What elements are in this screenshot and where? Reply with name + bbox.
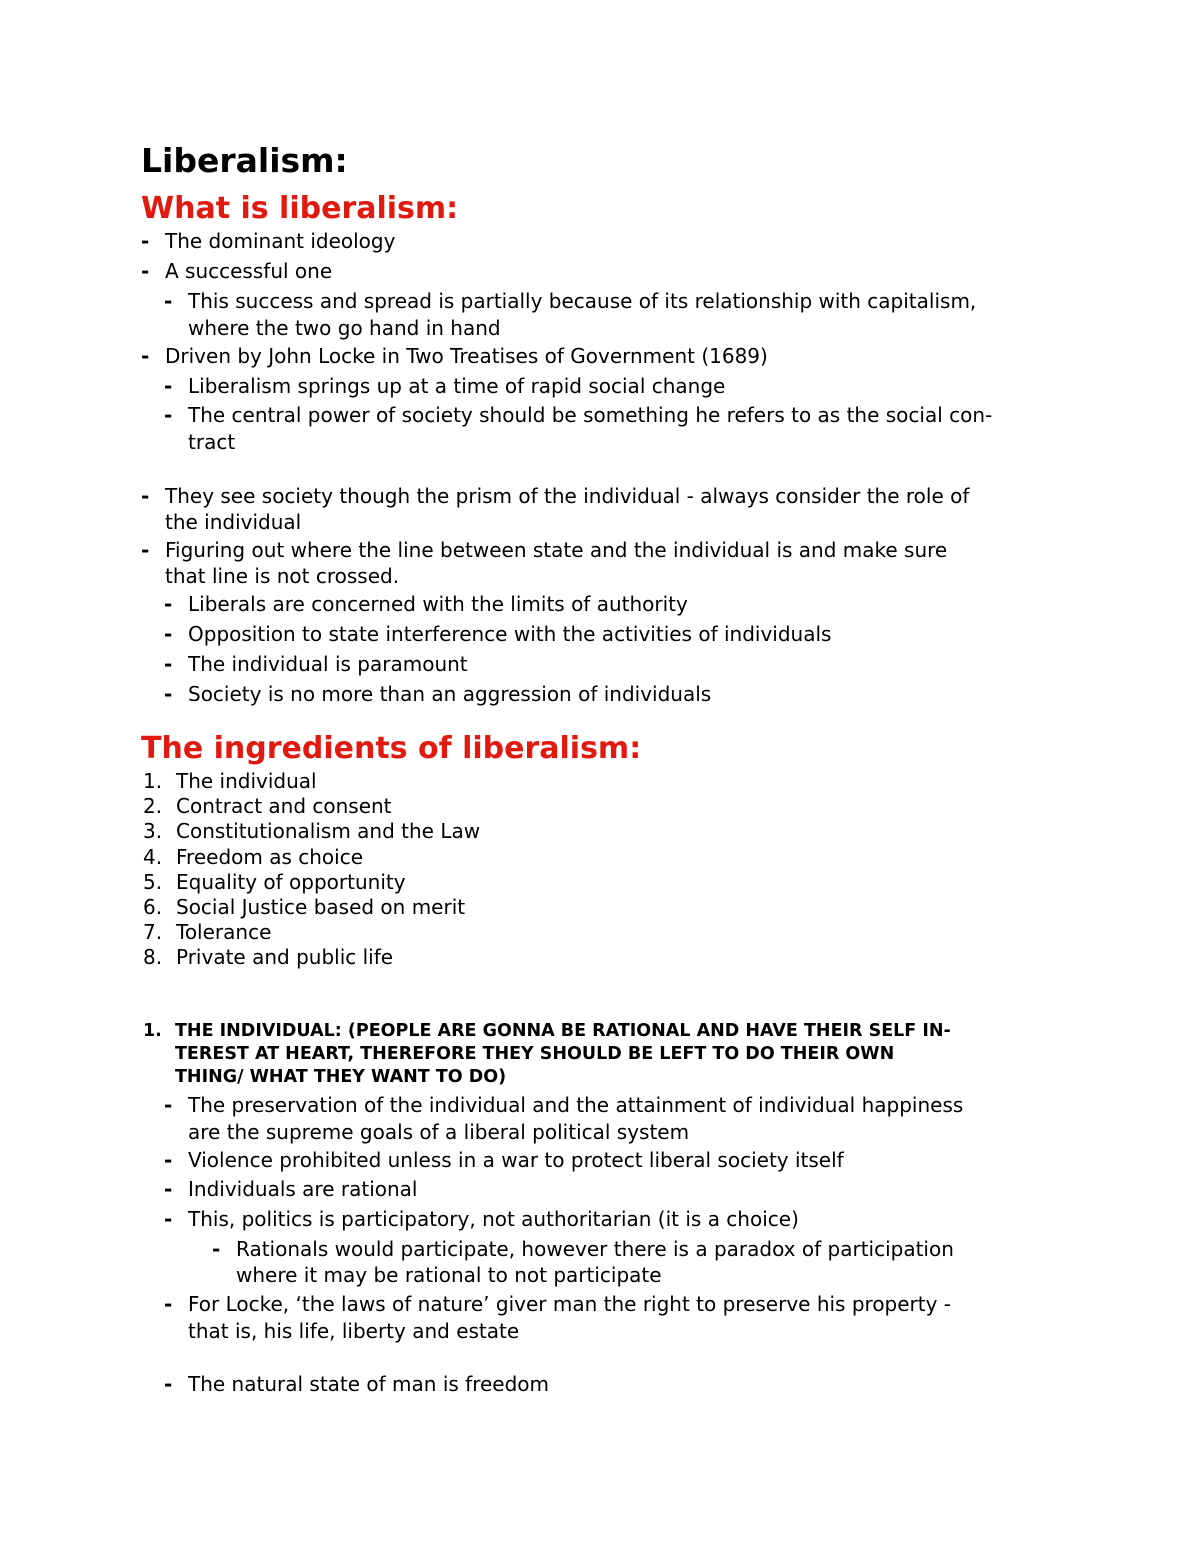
ingredient-item: Social Justice based on merit [176,895,466,919]
list-item: The natural state of man is freedom [188,1372,550,1396]
list-item: Opposition to state interference with the activities of individuals [188,622,832,646]
list-item-continuation: the individual [165,510,302,534]
section-heading-individual-continuation: THING/ WHAT THEY WANT TO DO) [175,1067,507,1087]
ingredient-item: Private and public life [176,945,394,969]
bullet-dash: - [141,259,150,283]
list-item: This, politics is participatory, not authoritarian (it is a choice) [188,1207,799,1231]
bullet-dash: - [164,1177,173,1201]
bullet-dash: - [164,682,173,706]
bullet-dash: - [141,229,150,253]
list-number: 7. [143,920,163,944]
list-item: For Locke, ‘the laws of nature’ giver man the right to preserve his property - [188,1292,952,1316]
ingredient-item: The individual [176,769,317,793]
bullet-dash: - [164,1292,173,1316]
section-number: 1. [143,1021,162,1041]
list-item: Liberals are concerned with the limits of authority [188,592,688,616]
list-item-continuation: are the supreme goals of a liberal political system [188,1120,690,1144]
list-item: Rationals would participate, however there is a paradox of participation [236,1237,954,1261]
bullet-dash: - [164,403,173,427]
bullet-dash: - [164,652,173,676]
list-number: 4. [143,845,163,869]
list-item-continuation: tract [188,430,236,454]
bullet-dash: - [164,1372,173,1396]
bullet-dash: - [164,289,173,313]
section-heading-individual: THE INDIVIDUAL: (PEOPLE ARE GONNA BE RATIONAL AND HAVE THEIR SELF IN- [175,1021,951,1041]
ingredient-item: Contract and consent [176,794,392,818]
ingredient-item: Tolerance [176,920,272,944]
list-item: Figuring out where the line between state and the individual is and make sure [165,538,948,562]
list-number: 5. [143,870,163,894]
list-item: They see society though the prism of the individual - always consider the role of [165,484,970,508]
ingredient-item: Freedom as choice [176,845,364,869]
bullet-dash: - [164,1207,173,1231]
list-item: The individual is paramount [188,652,468,676]
list-number: 3. [143,819,163,843]
section-heading-what-is-liberalism: What is liberalism: [141,191,459,226]
list-item-continuation: where it may be rational to not participate [236,1263,662,1287]
bullet-dash: - [164,622,173,646]
list-item: The preservation of the individual and the attainment of individual happiness [188,1093,964,1117]
bullet-dash: - [164,374,173,398]
list-item-continuation: that is, his life, liberty and estate [188,1319,520,1343]
list-item: Violence prohibited unless in a war to protect liberal society itself [188,1148,844,1172]
bullet-dash: - [141,538,150,562]
list-item: Individuals are rational [188,1177,418,1201]
document-title: Liberalism: [141,141,348,180]
list-item: The central power of society should be something he refers to as the social con- [188,403,993,427]
section-heading-individual-continuation: TEREST AT HEART, THEREFORE THEY SHOULD BE LEFT TO DO THEIR OWN [175,1044,895,1064]
list-number: 1. [143,769,163,793]
ingredient-item: Constitutionalism and the Law [176,819,481,843]
list-number: 2. [143,794,163,818]
bullet-dash: - [141,484,150,508]
list-item: Driven by John Locke in Two Treatises of Government (1689) [165,344,768,368]
list-number: 8. [143,945,163,969]
bullet-dash: - [164,592,173,616]
section-heading-ingredients: The ingredients of liberalism: [141,731,642,766]
list-item: The dominant ideology [165,229,396,253]
list-item: Society is no more than an aggression of individuals [188,682,712,706]
list-item: This success and spread is partially because of its relationship with capitalism, [188,289,977,313]
list-item: Liberalism springs up at a time of rapid social change [188,374,726,398]
bullet-dash: - [164,1093,173,1117]
list-item: A successful one [165,259,333,283]
ingredient-item: Equality of opportunity [176,870,406,894]
bullet-dash: - [141,344,150,368]
list-number: 6. [143,895,163,919]
list-item-continuation: that line is not crossed. [165,564,400,588]
bullet-dash: - [164,1148,173,1172]
bullet-dash: - [212,1237,221,1261]
list-item-continuation: where the two go hand in hand [188,316,501,340]
